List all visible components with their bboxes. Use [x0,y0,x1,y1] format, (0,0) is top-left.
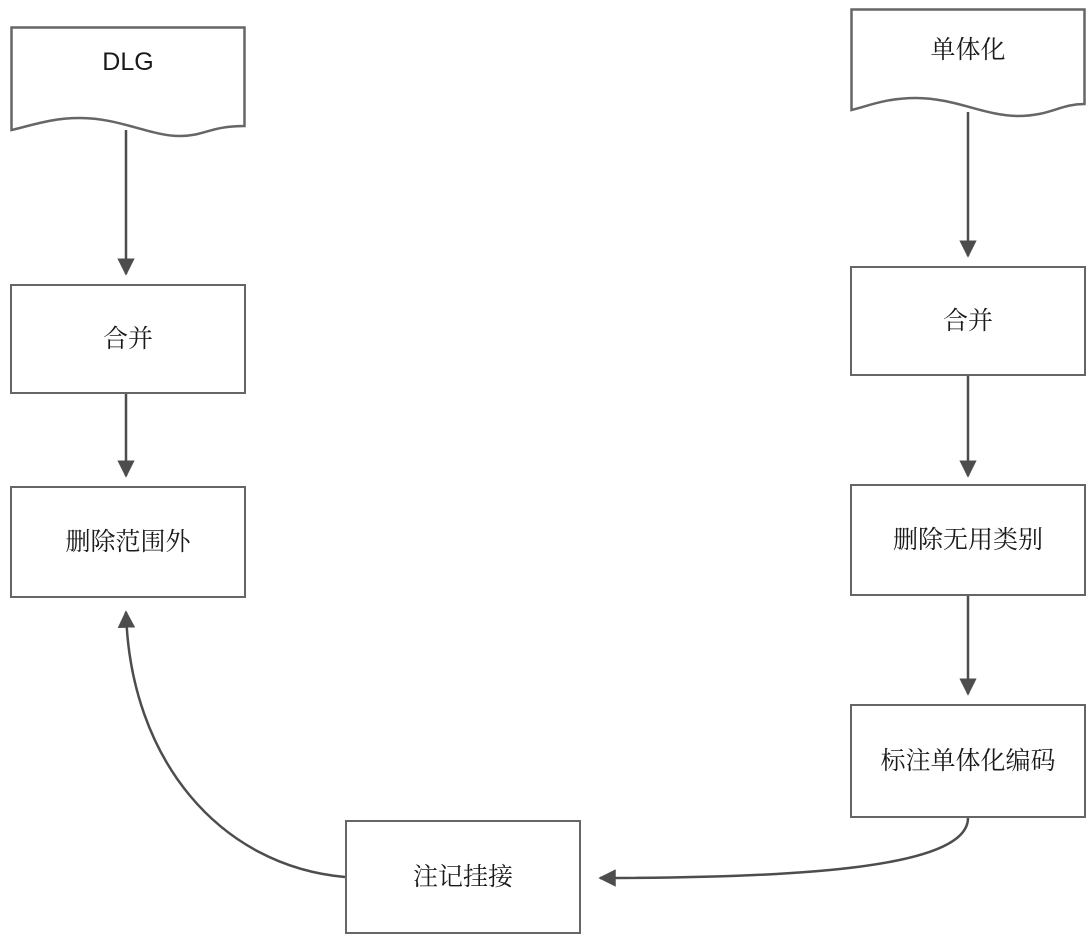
node-danti[interactable] [850,8,1086,118]
node-hebing-right[interactable]: 合并 [850,266,1086,376]
node-shanchu-fanwei[interactable]: 删除范围外 [10,486,246,598]
node-biaozhu-danti-bianma[interactable]: 标注单体化编码 [850,704,1086,818]
node-shanchu-wuyong[interactable]: 删除无用类别 [850,484,1086,596]
node-danti-label: 单体化 [930,36,1006,64]
node-zhuji-guajie[interactable]: 注记挂接 [345,820,581,934]
node-hebing-left[interactable]: 合并 [10,284,246,394]
edge-biaozhu-to-zhuji [600,818,968,878]
edge-zhuji-to-shanchu-fanwei [126,612,345,877]
node-dlg[interactable] [10,26,246,136]
node-dlg-label: DLG [102,48,154,76]
